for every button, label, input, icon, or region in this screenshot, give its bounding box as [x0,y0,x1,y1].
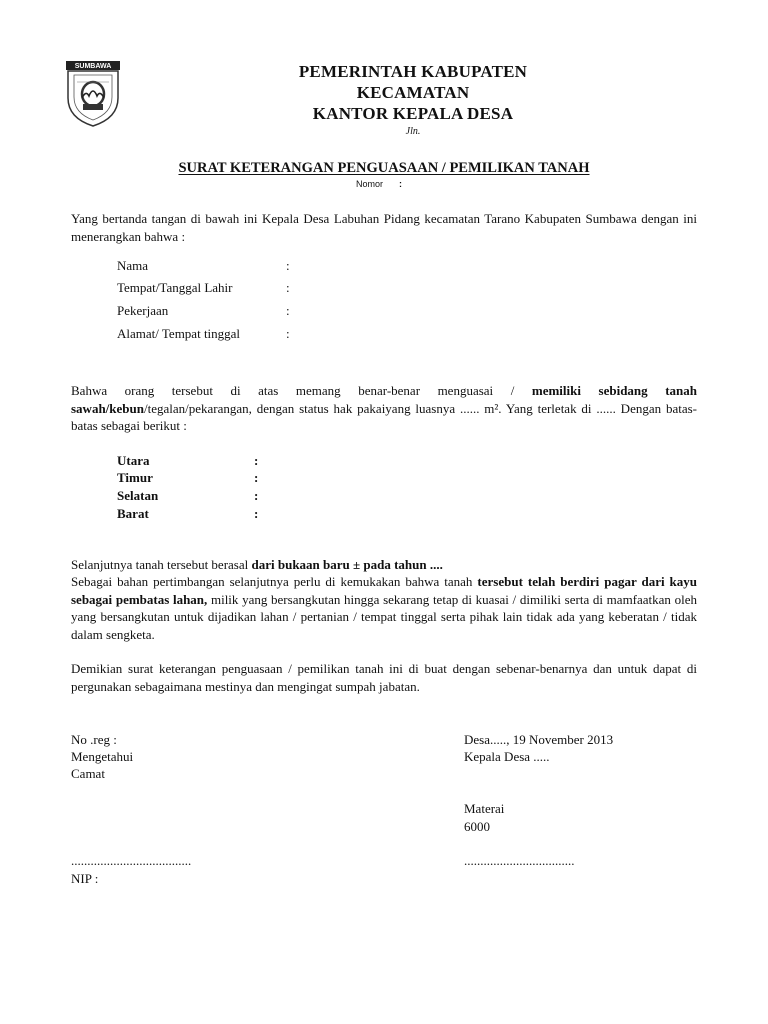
land-text-bold: memiliki sebidang tanah sawah/kebun [71,383,697,416]
boundary-colon-selatan: : [254,488,259,503]
emblem-label: SUMBAWA [74,63,112,70]
boundary-colon-timur: : [254,470,259,485]
land-text-1: Bahwa orang tersebut di atas memang benar-benar menguasai / [71,383,532,398]
noreg-label: No .reg : [71,732,117,747]
nomor-label: Nomor [356,179,384,189]
kepala-desa-label: Kepala Desa ..... [464,749,550,764]
mengetahui-label: Mengetahui [71,749,134,764]
letterhead-line-2: KECAMATAN [356,83,470,102]
letterhead-line-3: KANTOR KEPALA DESA [312,104,514,123]
nomor-line [356,179,402,189]
origin-line [71,556,697,574]
boundary-label-barat: Barat [117,506,149,521]
camat-label: Camat [71,766,105,781]
letterhead-address: Jln. [405,126,421,137]
boundary-label-utara: Utara [117,453,150,468]
consideration-text-1: Sebagai bahan pertimbangan selanjutnya perlu di kemukakan bahwa tanah [71,574,478,589]
boundary-colon-barat: : [254,506,259,521]
consideration-paragraph [71,573,697,643]
field-colon-nama: : [286,258,290,273]
field-colon-alamat: : [286,326,290,341]
field-label-pekerjaan: Pekerjaan [117,303,169,318]
document-title: SURAT KETERANGAN PENGUASAAN / PEMILIKAN TANAH [178,160,590,176]
kepala-desa-signature-line: .................................. [464,853,575,868]
field-label-nama: Nama [117,258,149,273]
field-label-ttl: Tempat/Tanggal Lahir [117,280,233,295]
boundary-label-timur: Timur [117,470,153,485]
field-colon-pekerjaan: : [286,303,290,318]
nip-label: NIP : [71,871,99,886]
camat-signature-line: ..................................... [71,853,192,868]
letterhead-line-1: PEMERINTAH KABUPATEN [298,62,528,81]
date-line: Desa....., 19 November 2013 [464,732,614,747]
boundary-label-selatan: Selatan [117,488,159,503]
nomor-colon: : [399,179,403,189]
field-colon-ttl: : [286,280,290,295]
consideration-text-2: milik yang bersangkutan hingga sekarang tetap di kuasai / dimiliki serta di mamfaatkan oleh yang bersangkutan untuk dijadikan lahan / pertanian / tempat tinggal serta pihak lain tidak ada yang keberatan / tidak dalam sengketa. [71,591,697,642]
land-text-2: /tegalan/pekarangan, dengan status hak pakaiyang luasnya ...... m². Yang terletak di ...... Dengan batas-batas sebagai berikut : [71,400,697,433]
origin-text-bold: dari bukaan baru ± pada tahun .... [251,557,443,572]
closing-paragraph: Demikian surat keterangan penguasaan / pemilikan tanah ini di buat dengan sebenar-benarnya dan untuk dapat di pergunakan sebagaimana mestinya dan mengingat sumpah jabatan. [71,661,697,694]
materai-value: 6000 [464,819,490,834]
land-paragraph [71,382,697,435]
materai-label: Materai [464,801,505,816]
origin-text: Selanjutnya tanah tersebut berasal [71,557,252,572]
intro-paragraph: Yang bertanda tangan di bawah ini Kepala Desa Labuhan Pidang kecamatan Tarano Kabupaten Sumbawa dengan ini menerangkan bahwa : [71,211,697,244]
field-label-alamat: Alamat/ Tempat tinggal [117,326,241,341]
consideration-text-bold: tersebut telah berdiri pagar dari kayu sebagai pembatas lahan, [71,574,697,607]
boundary-colon-utara: : [254,453,259,468]
